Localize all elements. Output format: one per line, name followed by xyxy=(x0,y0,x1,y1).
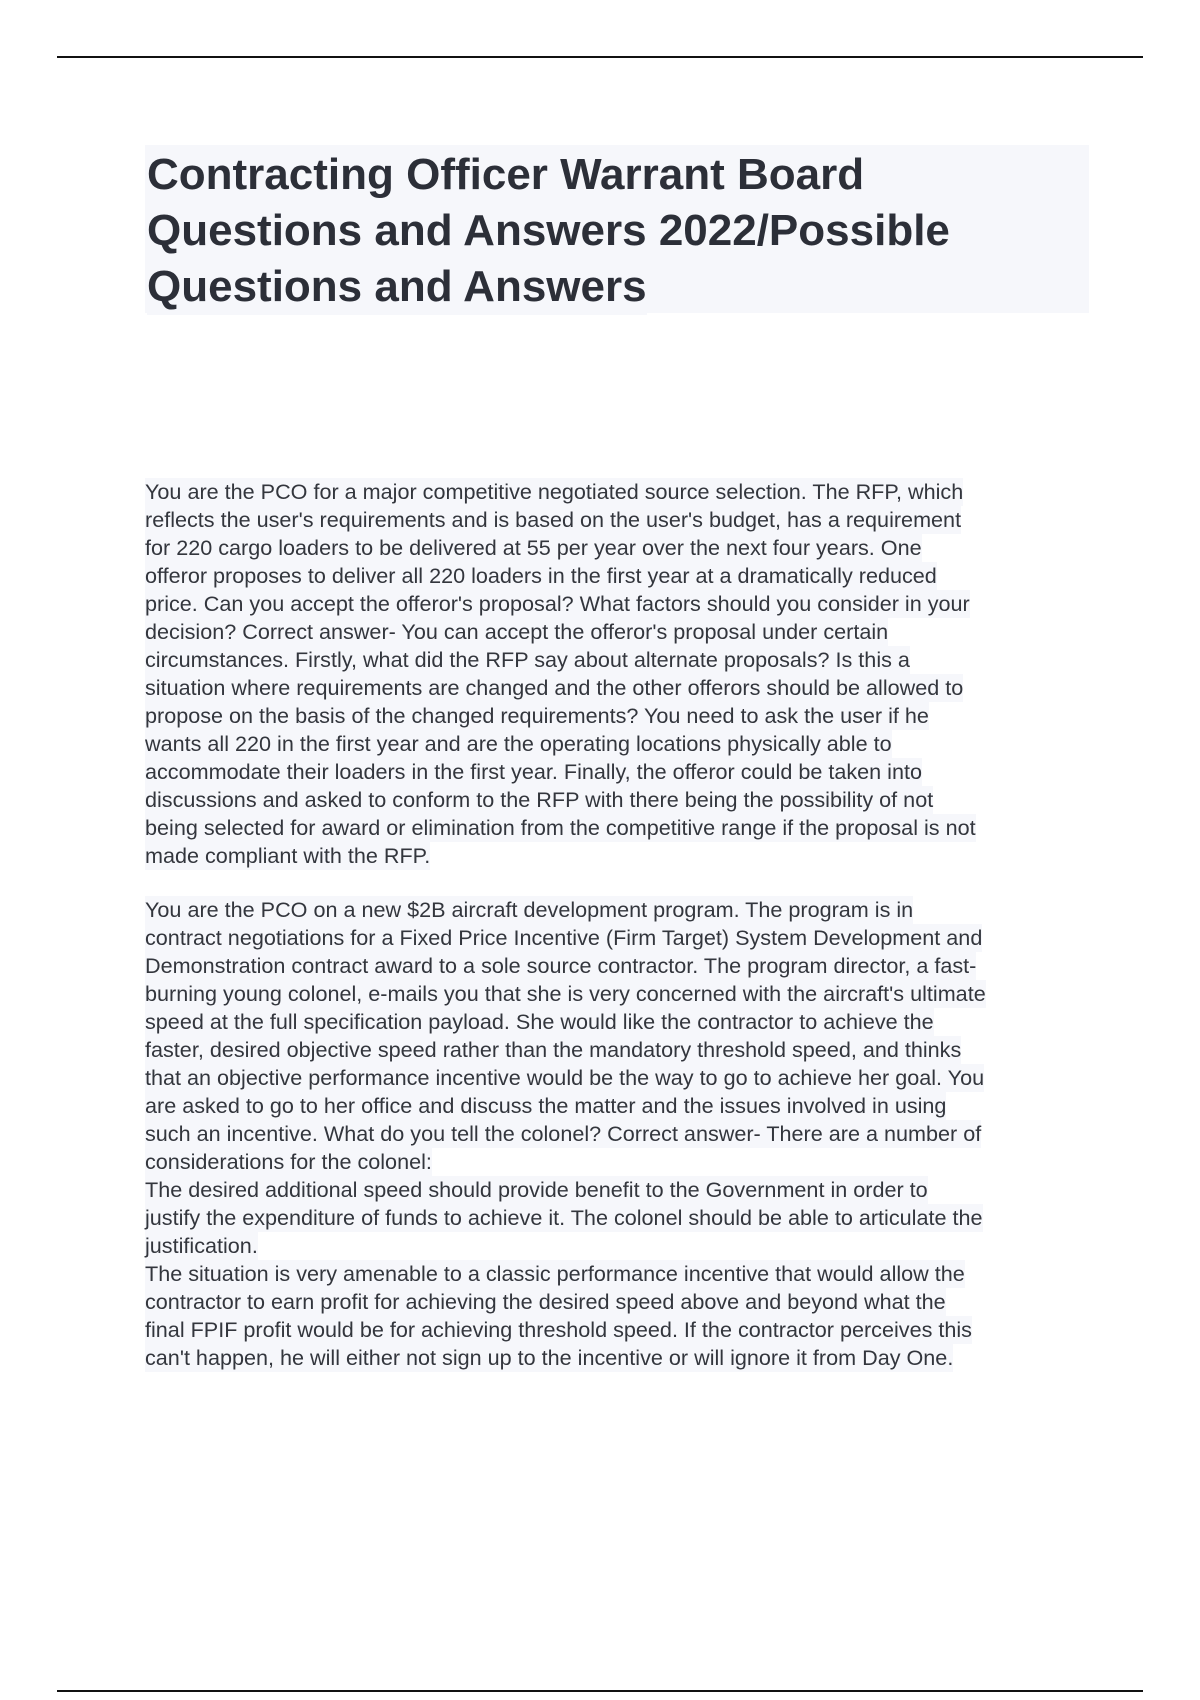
paragraph-line: contract negotiations for a Fixed Price Incentive (Firm Target) System Development and xyxy=(145,925,983,950)
paragraph-line: offeror proposes to deliver all 220 loaders in the first year at a dramatically reduced xyxy=(145,563,937,588)
top-rule xyxy=(57,56,1143,58)
title-block xyxy=(145,145,1089,313)
paragraph-line: being selected for award or elimination from the competitive range if the proposal is not xyxy=(145,815,976,840)
document-body xyxy=(145,478,1090,1398)
title-line: Contracting Officer Warrant Board xyxy=(147,147,864,203)
paragraph-line: considerations for the colonel: xyxy=(145,1149,432,1174)
paragraph-line: You are the PCO for a major competitive negotiated source selection. The RFP, which xyxy=(145,479,964,504)
paragraph-line: discussions and asked to conform to the RFP with there being the possibility of not xyxy=(145,787,934,812)
paragraph-line: are asked to go to her office and discuss the matter and the issues involved in using xyxy=(145,1093,947,1118)
title-line: Questions and Answers 2022/Possible xyxy=(147,203,950,259)
paragraph-line: contractor to earn profit for achieving the desired speed above and beyond what the xyxy=(145,1289,946,1314)
paragraph-line: circumstances. Firstly, what did the RFP say about alternate proposals? Is this a xyxy=(145,647,910,672)
paragraph-line: decision? Correct answer- You can accept the offeror's proposal under certain xyxy=(145,619,889,644)
title-line: Questions and Answers xyxy=(147,259,647,315)
question-answer-1 xyxy=(145,478,1090,870)
paragraph-line: justify the expenditure of funds to achieve it. The colonel should be able to articulate the xyxy=(145,1205,983,1230)
paragraph-line: made compliant with the RFP. xyxy=(145,843,431,868)
paragraph-line: can't happen, he will either not sign up to the incentive or will ignore it from Day One. xyxy=(145,1345,954,1370)
bottom-rule xyxy=(57,1690,1143,1692)
paragraph-line: The desired additional speed should provide benefit to the Government in order to xyxy=(145,1177,928,1202)
paragraph-line: situation where requirements are changed and the other offerors should be allowed to xyxy=(145,675,964,700)
document-title xyxy=(147,147,1087,315)
paragraph-line: speed at the full specification payload. She would like the contractor to achieve the xyxy=(145,1009,934,1034)
paragraph-line: propose on the basis of the changed requirements? You need to ask the user if he xyxy=(145,703,929,728)
paragraph-line: The situation is very amenable to a classic performance incentive that would allow the xyxy=(145,1261,965,1286)
question-answer-2 xyxy=(145,896,1090,1372)
paragraph-line: for 220 cargo loaders to be delivered at 55 per year over the next four years. One xyxy=(145,535,922,560)
paragraph-line: that an objective performance incentive would be the way to go to achieve her goal. You xyxy=(145,1065,985,1090)
paragraph-line: final FPIF profit would be for achieving threshold speed. If the contractor perceives this xyxy=(145,1317,972,1342)
paragraph-line: such an incentive. What do you tell the colonel? Correct answer- There are a number of xyxy=(145,1121,982,1146)
paragraph-line: burning young colonel, e-mails you that she is very concerned with the aircraft's ultimate xyxy=(145,981,986,1006)
paragraph-line: reflects the user's requirements and is based on the user's budget, has a requirement xyxy=(145,507,962,532)
paragraph-line: You are the PCO on a new $2B aircraft development program. The program is in xyxy=(145,897,914,922)
paragraph-line: wants all 220 in the first year and are the operating locations physically able to xyxy=(145,731,892,756)
paragraph-line: accommodate their loaders in the first year. Finally, the offeror could be taken into xyxy=(145,759,922,784)
paragraph-line: justification. xyxy=(145,1233,258,1258)
paragraph-line: faster, desired objective speed rather than the mandatory threshold speed, and thinks xyxy=(145,1037,962,1062)
paragraph-line: price. Can you accept the offeror's proposal? What factors should you consider in your xyxy=(145,591,970,616)
paragraph-line: Demonstration contract award to a sole source contractor. The program director, a fast- xyxy=(145,953,977,978)
